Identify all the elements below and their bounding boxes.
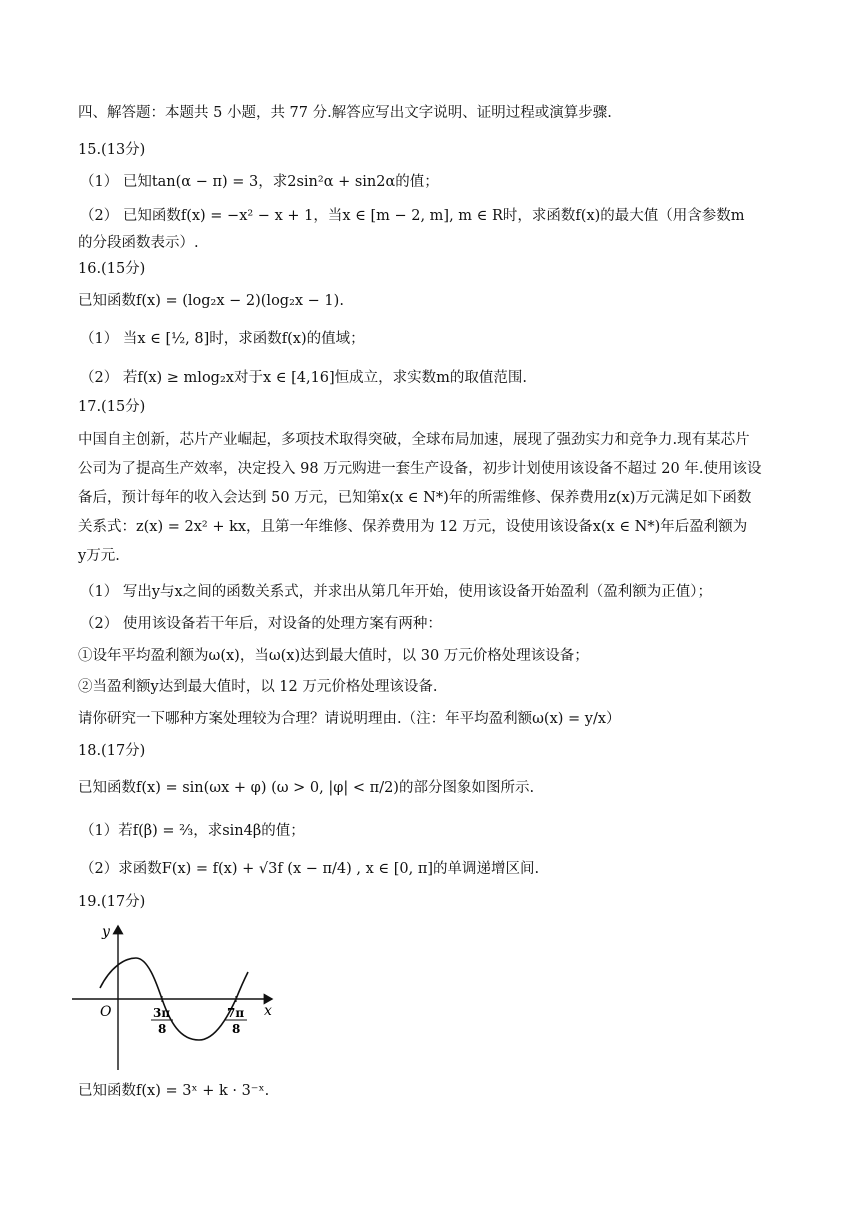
q17-paragraph-line4: 关系式：z(x) = 2x² + kx，且第一年维修、保养费用为 12 万元，设使用该设备x(x ∈ N*)年后盈利额为: [78, 519, 748, 535]
q17-paragraph-line1: 中国自主创新，芯片产业崛起，多项技术取得突破，全球布局加速，展现了强劲实力和竞争力.现有某芯片: [78, 432, 750, 448]
q17-paragraph-line2: 公司为了提高生产效率，决定投入 98 万元购进一套生产设备，初步计划使用该设备不超过 20 年.使用该设: [78, 461, 762, 477]
q16-part2: （2） 若f(x) ≥ mlog₂x对于x ∈ [4,16]恒成立，求实数m的取值范围.: [80, 370, 528, 386]
q17-paragraph-line5: y万元.: [78, 548, 120, 564]
q15-part1: （1） 已知tan(α − π) = 3，求2sin²α + sin2α的值；: [80, 174, 439, 190]
tick-label-3pi-numerator: 3π: [153, 1006, 171, 1020]
q17-paragraph-line3: 备后，预计每年的收入会达到 50 万元，已知第x(x ∈ N*)年的所需维修、保养费用z(x)万元满足如下函数: [78, 490, 752, 506]
q15-part2-line2: 的分段函数表示）.: [78, 235, 199, 251]
x-axis-label: x: [264, 1003, 272, 1019]
y-axis-label: y: [102, 924, 110, 940]
q17-header: 17.(15分): [78, 399, 146, 415]
q16-part1: （1） 当x ∈ [½, 8]时，求函数f(x)的值域；: [80, 331, 365, 347]
q16-stem: 已知函数f(x) = (log₂x − 2)(log₂x − 1).: [78, 293, 344, 309]
q18-part2: （2）求函数F(x) = f(x) + √3f (x − π/4) , x ∈ [0, π]的单调递增区间.: [80, 861, 540, 877]
q18-header: 18.(17分): [78, 743, 146, 759]
tick-label-7pi-numerator: 7π: [227, 1006, 245, 1020]
q15-header: 15.(13分): [78, 142, 146, 158]
tick-label-3pi-denominator: 8: [158, 1022, 167, 1036]
q17-part2: （2） 使用该设备若干年后，对设备的处理方案有两种：: [80, 616, 442, 632]
sine-graph-figure: [72, 918, 282, 1073]
origin-label: O: [100, 1004, 112, 1020]
q16-header: 16.(15分): [78, 261, 146, 277]
q17-question: 请你研究一下哪种方案处理较为合理？请说明理由.（注：年平均盈利额ω(x) = y/x）: [78, 711, 621, 727]
tick-label-7pi-denominator: 8: [232, 1022, 241, 1036]
q17-option1: ①设年平均盈利额为ω(x)，当ω(x)达到最大值时，以 30 万元价格处理该设备；: [78, 648, 589, 664]
section-heading: 四、解答题：本题共 5 小题，共 77 分.解答应写出文字说明、证明过程或演算步骤.: [78, 105, 612, 121]
q18-part1: （1）若f(β) = ⅔，求sin4β的值；: [80, 823, 305, 839]
q19-stem: 已知函数f(x) = 3ˣ + k · 3⁻ˣ.: [78, 1083, 270, 1099]
q19-header: 19.(17分): [78, 894, 146, 910]
q15-part2-line1: （2） 已知函数f(x) = −x² − x + 1，当x ∈ [m − 2, m], m ∈ R时，求函数f(x)的最大值（用含参数m: [80, 208, 745, 224]
q17-option2: ②当盈利额y达到最大值时，以 12 万元价格处理该设备.: [78, 679, 438, 695]
q17-part1: （1） 写出y与x之间的函数关系式，并求出从第几年开始，使用该设备开始盈利（盈利额为正值）；: [80, 584, 712, 600]
q18-stem: 已知函数f(x) = sin(ωx + φ) (ω > 0, |φ| < π/2)的部分图象如图所示.: [78, 780, 535, 796]
